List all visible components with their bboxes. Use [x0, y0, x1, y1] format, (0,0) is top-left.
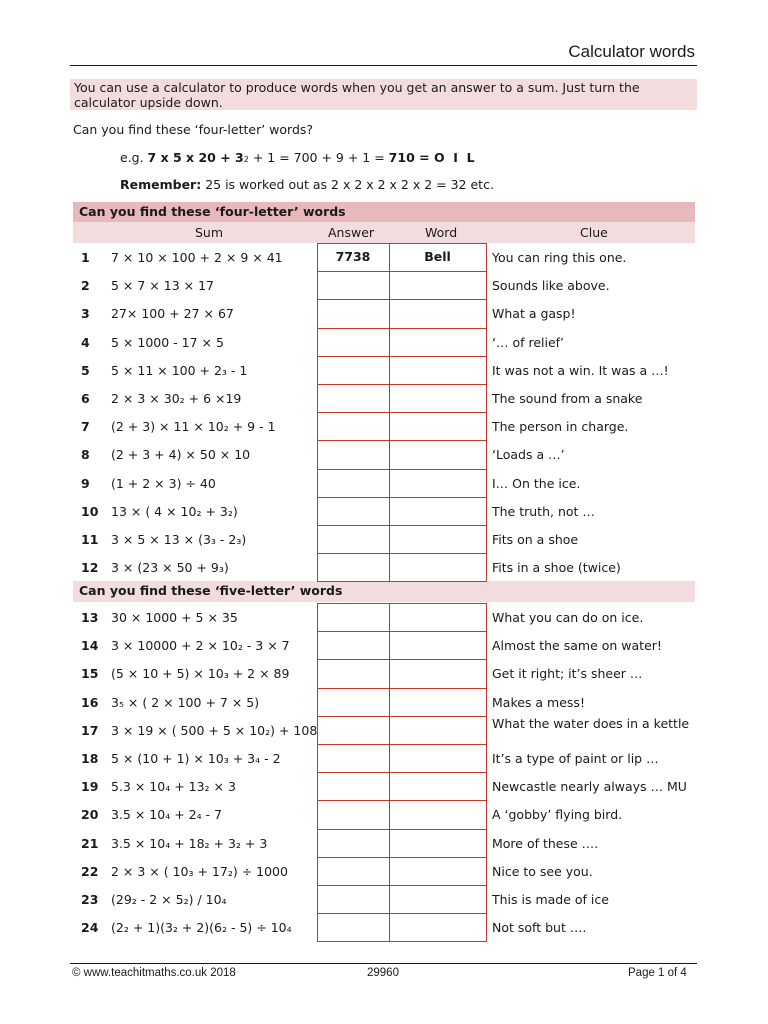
word-cell[interactable]: [389, 659, 486, 687]
grid-line: [317, 603, 487, 604]
row-clue: Makes a mess!: [492, 694, 585, 710]
word-cell[interactable]: [389, 603, 486, 631]
example-line: [120, 150, 475, 165]
answer-cell[interactable]: [317, 328, 389, 356]
table-row: [73, 800, 695, 828]
answer-cell[interactable]: [317, 772, 389, 800]
answer-cell[interactable]: [317, 469, 389, 497]
row-sum: 5 × 1000 - 17 × 5: [111, 334, 224, 350]
table-row: [73, 328, 695, 356]
grid-line: [317, 631, 487, 632]
remember-text: 25 is worked out as 2 x 2 x 2 x 2 x 2 = 32 etc.: [201, 177, 494, 192]
grid-line: [317, 772, 487, 773]
grid-line: [317, 440, 487, 441]
answer-cell[interactable]: [317, 553, 389, 581]
row-clue: What you can do on ice.: [492, 610, 644, 625]
row-sum: 5 × 7 × 13 × 17: [111, 278, 214, 294]
answer-cell[interactable]: [317, 659, 389, 687]
grid-line: [317, 688, 487, 689]
answer-cell[interactable]: [317, 412, 389, 440]
grid-line: [317, 525, 487, 526]
answer-cell[interactable]: [317, 885, 389, 913]
row-clue: ‘Loads a …’: [492, 447, 565, 463]
row-sum: 5 × (10 + 1) × 10₃ + 3₄ - 2: [111, 751, 281, 766]
column-word: Word: [425, 225, 458, 240]
word-cell[interactable]: [389, 800, 486, 828]
row-clue: Nice to see you.: [492, 863, 593, 879]
answer-cell[interactable]: [317, 603, 389, 631]
example-word: O I L: [433, 150, 475, 165]
grid-line: [317, 800, 487, 801]
word-cell[interactable]: [389, 356, 486, 384]
row-number: 23: [81, 892, 99, 907]
row-clue: Get it right; it’s sheer …: [492, 666, 643, 682]
row-number: 11: [81, 532, 99, 547]
row-sum: 2 × 3 × 30₂ + 6 ×19: [111, 391, 242, 406]
word-cell[interactable]: [389, 469, 486, 497]
word-cell[interactable]: [389, 829, 486, 857]
table-row: [73, 913, 695, 941]
grid-line: [317, 271, 487, 272]
table-row: [73, 271, 695, 299]
row-number: 7: [81, 419, 90, 435]
row-number: 14: [81, 638, 99, 654]
answer-cell[interactable]: [317, 631, 389, 659]
answer-cell[interactable]: [317, 384, 389, 412]
row-number: 1: [81, 250, 90, 265]
word-cell[interactable]: [389, 744, 486, 772]
grid-line: [317, 384, 487, 385]
answer-cell[interactable]: [317, 744, 389, 772]
answer-cell[interactable]: [317, 688, 389, 716]
row-clue: Sounds like above.: [492, 278, 610, 294]
row-sum: 3₅ × ( 2 × 100 + 7 × 5): [111, 694, 260, 710]
row-clue: More of these ….: [492, 835, 599, 851]
grid-line: [317, 299, 487, 300]
table-row: [73, 412, 695, 440]
example-prefix: e.g.: [120, 150, 148, 165]
table-row: [73, 631, 695, 659]
column-header-row: [73, 222, 695, 243]
row-number: 13: [81, 610, 99, 625]
row-number: 2: [81, 278, 90, 294]
grid-line: [317, 412, 487, 413]
row-number: 20: [81, 807, 99, 823]
word-cell[interactable]: [389, 384, 486, 412]
row-sum: (5 × 10 + 5) × 10₃ + 2 × 89: [111, 666, 290, 682]
example-answer: 710: [388, 150, 415, 165]
table-row: [73, 744, 695, 772]
answer-cell[interactable]: [317, 829, 389, 857]
footer-divider: [70, 963, 697, 964]
question-line: Can you find these ‘four-letter’ words?: [73, 122, 314, 137]
title-divider: [70, 65, 697, 66]
row-sum: 5.3 × 10₄ + 13₂ × 3: [111, 779, 236, 795]
word-cell[interactable]: [389, 271, 486, 299]
row-sum: (2 + 3 + 4) × 50 × 10: [111, 447, 251, 463]
word-cell[interactable]: Bell: [424, 249, 451, 264]
row-number: 22: [81, 863, 99, 879]
remember-label: Remember:: [120, 177, 202, 192]
row-number: 12: [81, 560, 99, 576]
grid-line: [317, 659, 487, 660]
word-cell[interactable]: [389, 885, 486, 913]
word-cell[interactable]: [389, 328, 486, 356]
table-row: [73, 299, 695, 327]
example-sup: 2: [243, 155, 249, 164]
word-cell[interactable]: [389, 299, 486, 327]
answer-cell[interactable]: [317, 356, 389, 384]
answer-cell[interactable]: [317, 716, 389, 744]
word-cell[interactable]: [389, 857, 486, 885]
answer-cell[interactable]: [317, 525, 389, 553]
answer-cell[interactable]: [317, 497, 389, 525]
row-clue: Not soft but ….: [492, 920, 587, 936]
table-row: [73, 497, 695, 525]
word-cell[interactable]: [389, 772, 486, 800]
answer-cell[interactable]: [317, 271, 389, 299]
table-row: [73, 384, 695, 412]
row-sum: 3.5 × 10₄ + 2₄ - 7: [111, 807, 223, 823]
row-clue: Newcastle nearly always … MU: [492, 779, 687, 795]
column-sum: Sum: [195, 225, 224, 240]
section-five-letter-header: Can you find these ‘five-letter’ words: [73, 581, 695, 602]
row-number: 3: [81, 306, 90, 322]
answer-cell[interactable]: 7738: [335, 249, 371, 264]
grid-line: [317, 469, 487, 470]
table-row: [73, 356, 695, 384]
row-clue: Almost the same on water!: [492, 638, 662, 654]
row-number: 5: [81, 362, 90, 378]
row-clue: I… On the ice.: [492, 475, 581, 491]
row-clue: What the water does in a kettle: [492, 715, 690, 731]
footer-code: 29960: [367, 967, 399, 979]
row-number: 6: [81, 391, 90, 406]
row-number: 9: [81, 475, 90, 491]
row-clue: ‘… of relief’: [492, 334, 565, 350]
row-clue: It’s a type of paint or lip …: [492, 751, 659, 766]
answer-cell[interactable]: [317, 299, 389, 327]
intro-box: You can use a calculator to produce words when you get an answer to a sum. Just turn the calculator upside down.: [70, 79, 697, 110]
word-cell[interactable]: [389, 440, 486, 468]
grid-line: [317, 243, 487, 244]
example-eq: =: [414, 150, 434, 165]
table-row: [73, 659, 695, 687]
row-sum: 7 × 10 × 100 + 2 × 9 × 41: [111, 250, 283, 265]
grid-line: [317, 328, 487, 329]
row-clue: It was not a win. It was a …!: [492, 362, 669, 378]
row-number: 24: [81, 920, 99, 936]
row-sum: (2 + 3) × 11 × 10₂ + 9 - 1: [111, 419, 276, 435]
answer-cell[interactable]: [317, 800, 389, 828]
footer-page: Page 1 of 4: [628, 967, 687, 979]
row-clue: This is made of ice: [492, 892, 609, 907]
row-sum: (1 + 2 × 3) ÷ 40: [111, 475, 216, 491]
table-row: [73, 469, 695, 497]
row-sum: 3 × 19 × ( 500 + 5 × 10₂) + 108: [111, 722, 318, 738]
row-number: 18: [81, 751, 99, 766]
row-sum: 2 × 3 × ( 10₃ + 17₂) ÷ 1000: [111, 863, 288, 879]
table-row: [73, 885, 695, 913]
row-sum: 3.5 × 10₄ + 18₂ + 3₂ + 3: [111, 835, 268, 851]
row-sum: 27× 100 + 27 × 67: [111, 306, 234, 322]
row-clue: The person in charge.: [492, 419, 629, 435]
grid-line: [317, 581, 487, 582]
table-row: [73, 525, 695, 553]
row-sum: 30 × 1000 + 5 × 35: [111, 610, 238, 625]
column-answer: Answer: [328, 225, 375, 240]
row-sum: 5 × 11 × 100 + 2₃ - 1: [111, 362, 248, 378]
row-sum: (29₂ - 2 × 5₂) / 10₄: [111, 892, 227, 907]
grid-line: [317, 857, 487, 858]
word-cell[interactable]: [389, 631, 486, 659]
footer-copyright: © www.teachitmaths.co.uk 2018: [72, 967, 236, 979]
answer-cell[interactable]: [317, 440, 389, 468]
table-row: [73, 857, 695, 885]
row-clue: The sound from a snake: [492, 391, 643, 406]
grid-line: [317, 716, 487, 717]
example-rest: + 1 = 700 + 9 + 1 =: [248, 150, 389, 165]
remember-line: [120, 177, 494, 192]
row-clue: You can ring this one.: [492, 250, 627, 265]
row-number: 4: [81, 334, 90, 350]
table-row: [73, 772, 695, 800]
row-sum: (2₂ + 1)(3₂ + 2)(6₂ - 5) ÷ 10₄: [111, 920, 292, 936]
word-cell[interactable]: [389, 913, 486, 941]
row-sum: 3 × 10000 + 2 × 10₂ - 3 × 7: [111, 638, 290, 654]
row-clue: A ‘gobby’ flying bird.: [492, 807, 623, 823]
table-row: [73, 688, 695, 716]
grid-line: [317, 829, 487, 830]
table-row: [73, 440, 695, 468]
table-row: [73, 829, 695, 857]
row-number: 8: [81, 447, 90, 463]
row-number: 21: [81, 835, 99, 851]
word-cell[interactable]: [389, 553, 486, 581]
word-cell[interactable]: [389, 716, 486, 744]
answer-cell[interactable]: [317, 913, 389, 941]
table-row: [73, 553, 695, 581]
column-clue: Clue: [580, 225, 608, 240]
row-clue: Fits in a shoe (twice): [492, 560, 621, 576]
grid-line: [317, 913, 487, 914]
word-cell[interactable]: [389, 525, 486, 553]
page-title: Calculator words: [568, 42, 695, 61]
grid-line: [317, 553, 487, 554]
row-clue: What a gasp!: [492, 306, 576, 322]
row-number: 19: [81, 779, 99, 795]
grid-line: [317, 356, 487, 357]
word-cell[interactable]: [389, 497, 486, 525]
table-row: [73, 716, 695, 744]
example-sum: 7 x 5 x 20 + 3: [147, 150, 244, 165]
row-clue: Fits on a shoe: [492, 532, 579, 547]
row-sum: 13 × ( 4 × 10₂ + 3₂): [111, 503, 238, 519]
row-sum: 3 × (23 × 50 + 9₃): [111, 560, 229, 576]
word-cell[interactable]: [389, 688, 486, 716]
row-sum: 3 × 5 × 13 × (3₃ - 2₃): [111, 532, 247, 547]
row-number: 17: [81, 722, 99, 738]
row-number: 15: [81, 666, 99, 682]
row-clue: The truth, not …: [492, 503, 595, 519]
table-row: [73, 603, 695, 631]
grid-line: [317, 497, 487, 498]
row-number: 10: [81, 503, 99, 519]
grid-line: [317, 885, 487, 886]
grid-line: [317, 744, 487, 745]
grid-line: [317, 941, 487, 942]
row-number: 16: [81, 694, 99, 710]
answer-cell[interactable]: [317, 857, 389, 885]
table-row: [73, 243, 695, 271]
section-four-letter-header: Can you find these ‘four-letter’ words: [73, 202, 695, 222]
word-cell[interactable]: [389, 412, 486, 440]
